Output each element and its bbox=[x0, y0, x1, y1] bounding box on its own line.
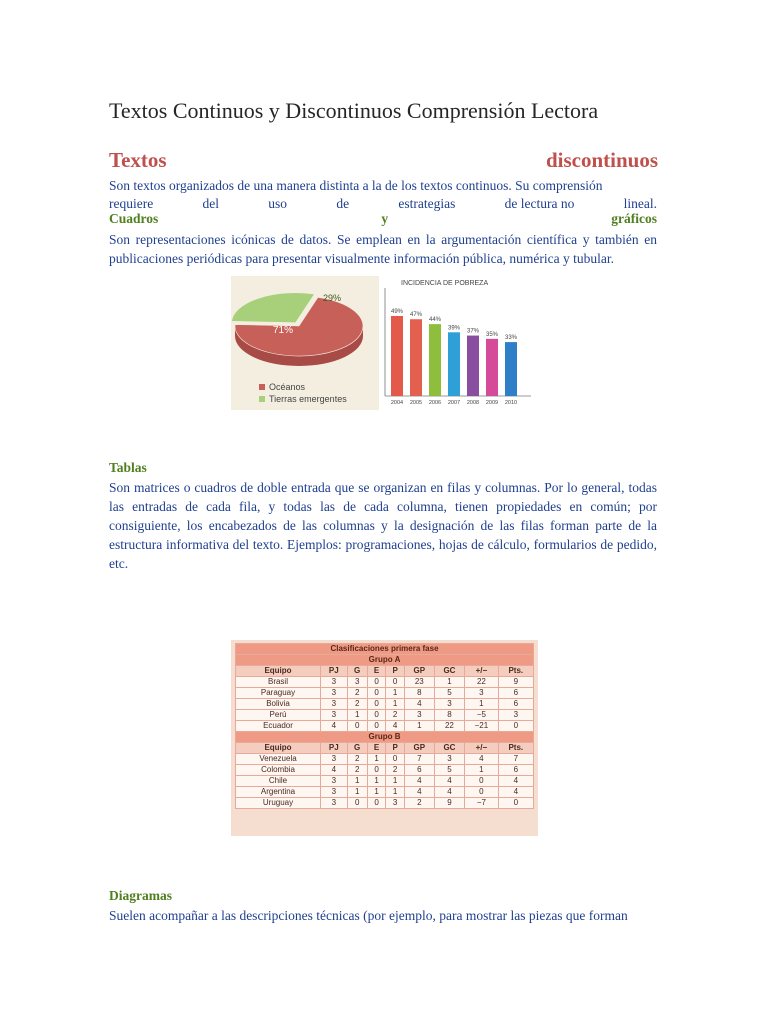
charts-figure bbox=[231, 276, 537, 410]
table-cell: 3 bbox=[321, 787, 348, 798]
table-cell: Brasil bbox=[236, 677, 321, 688]
standings-figure bbox=[231, 640, 538, 836]
table-cell: 1 bbox=[386, 787, 405, 798]
table-title-row bbox=[236, 644, 534, 655]
column-header: GP bbox=[404, 743, 434, 754]
table-cell: 4 bbox=[498, 776, 533, 787]
table-cell: 0 bbox=[386, 677, 405, 688]
column-header: P bbox=[386, 743, 405, 754]
group-name: Grupo A bbox=[236, 655, 534, 666]
intro-word: lineal. bbox=[623, 196, 657, 211]
table-cell: 2 bbox=[404, 798, 434, 809]
column-header: Equipo bbox=[236, 666, 321, 677]
table-cell: 6 bbox=[498, 699, 533, 710]
table-cell: 0 bbox=[347, 721, 367, 732]
table-cell: 3 bbox=[434, 699, 465, 710]
bar-value-label: 44% bbox=[428, 317, 442, 324]
table-cell: 22 bbox=[465, 677, 498, 688]
table-header-row bbox=[236, 743, 534, 754]
table-cell: Paraguay bbox=[236, 688, 321, 699]
table-cell: Chile bbox=[236, 776, 321, 787]
bar-value-label: 47% bbox=[409, 312, 423, 319]
column-header: P bbox=[386, 666, 405, 677]
table-cell: 7 bbox=[498, 754, 533, 765]
table-cell: 8 bbox=[404, 688, 434, 699]
table-cell: 3 bbox=[321, 710, 348, 721]
table-cell: 0 bbox=[367, 721, 386, 732]
bar-category-label: 2009 bbox=[485, 400, 499, 406]
column-header: Pts. bbox=[498, 743, 533, 754]
table-row bbox=[236, 798, 534, 809]
bar-value-label: 35% bbox=[485, 331, 499, 338]
tablas-text: Son matrices o cuadros de doble entrada que se organizan en filas y columnas. Por lo general, todas las entradas de cada fila, y todas las de cada columna, tienen propiedades en común; por consiguiente, los encabezados de las columnas y la designación de las filas forman parte de la estructura informativa del texto. Ejemplos: programaciones, hojas de cálculo, formularios de pedido, etc. bbox=[109, 480, 657, 571]
table-cell: Bolivia bbox=[236, 699, 321, 710]
table-cell: 4 bbox=[434, 776, 465, 787]
pie-legend bbox=[259, 382, 347, 404]
bar-value-label: 39% bbox=[447, 325, 461, 332]
table-cell: 3 bbox=[498, 710, 533, 721]
bar bbox=[467, 336, 479, 396]
table-cell: 1 bbox=[404, 721, 434, 732]
table-row bbox=[236, 710, 534, 721]
cuadros-heading-word: y bbox=[381, 211, 389, 226]
table-cell: 0 bbox=[367, 677, 386, 688]
document-title: Textos Continuos y Discontinuos Comprensión Lectora bbox=[109, 98, 599, 123]
pie-chart bbox=[232, 293, 363, 366]
bar-category-label: 2006 bbox=[428, 400, 442, 406]
table-row bbox=[236, 677, 534, 688]
table-cell: 5 bbox=[434, 688, 465, 699]
column-header: +/− bbox=[465, 743, 498, 754]
table-cell: 1 bbox=[367, 787, 386, 798]
table-cell: 3 bbox=[404, 710, 434, 721]
bar bbox=[505, 342, 517, 396]
diagramas-heading: Diagramas bbox=[109, 888, 172, 903]
cuadros-heading-word: Cuadros bbox=[109, 211, 159, 226]
group-name: Grupo B bbox=[236, 732, 534, 743]
table-row bbox=[236, 688, 534, 699]
column-header: E bbox=[367, 666, 386, 677]
bar-category-label: 2005 bbox=[409, 400, 423, 406]
table-cell: 4 bbox=[404, 787, 434, 798]
table-row bbox=[236, 765, 534, 776]
group-row bbox=[236, 732, 534, 743]
column-header: E bbox=[367, 743, 386, 754]
table-cell: 2 bbox=[347, 688, 367, 699]
table-cell: 0 bbox=[498, 721, 533, 732]
table-cell: 1 bbox=[347, 787, 367, 798]
table-cell: Ecuador bbox=[236, 721, 321, 732]
intro-word: uso bbox=[268, 196, 288, 211]
legend-label: Océanos bbox=[269, 382, 306, 392]
bar-chart-title: INCIDENCIA DE POBREZA bbox=[401, 280, 489, 287]
table-cell: 0 bbox=[367, 710, 386, 721]
intro-word: de lectura no bbox=[504, 196, 575, 211]
table-title: Clasificaciones primera fase bbox=[236, 644, 534, 655]
pie-slice bbox=[232, 293, 315, 323]
table-cell: 1 bbox=[347, 776, 367, 787]
table-cell: 3 bbox=[321, 798, 348, 809]
table-row bbox=[236, 776, 534, 787]
table-cell: 8 bbox=[434, 710, 465, 721]
table-cell: 6 bbox=[404, 765, 434, 776]
table-cell: 4 bbox=[321, 765, 348, 776]
table-cell: 0 bbox=[465, 787, 498, 798]
column-header: GC bbox=[434, 743, 465, 754]
table-row bbox=[236, 699, 534, 710]
table-cell: −7 bbox=[465, 798, 498, 809]
table-header-row bbox=[236, 666, 534, 677]
legend-swatch bbox=[259, 384, 265, 390]
table-cell: 1 bbox=[465, 699, 498, 710]
table-cell: 3 bbox=[465, 688, 498, 699]
bar-chart bbox=[379, 276, 537, 410]
table-cell: 0 bbox=[386, 754, 405, 765]
bar-value-label: 37% bbox=[466, 328, 480, 335]
table-cell: 3 bbox=[321, 677, 348, 688]
column-header: Pts. bbox=[498, 666, 533, 677]
cuadros-heading-word: gráficos bbox=[611, 211, 657, 226]
column-header: G bbox=[347, 666, 367, 677]
column-header: PJ bbox=[321, 666, 348, 677]
tablas-heading: Tablas bbox=[109, 460, 147, 475]
column-header: GP bbox=[404, 666, 434, 677]
table-cell: Perú bbox=[236, 710, 321, 721]
charts-svg bbox=[231, 276, 537, 410]
section-heading-right: discontinuos bbox=[545, 148, 658, 172]
table-cell: Venezuela bbox=[236, 754, 321, 765]
table-cell: −5 bbox=[465, 710, 498, 721]
diagramas-text: Suelen acompañar a las descripciones técnicas (por ejemplo, para mostrar las piezas que forman bbox=[109, 908, 628, 923]
table-cell: 4 bbox=[386, 721, 405, 732]
legend-label: Tierras emergentes bbox=[269, 394, 347, 404]
bar-category-label: 2004 bbox=[390, 400, 404, 406]
bar bbox=[486, 339, 498, 396]
table-cell: 3 bbox=[321, 776, 348, 787]
table-cell: 1 bbox=[386, 699, 405, 710]
bar-value-label: 33% bbox=[504, 335, 518, 342]
table-cell: 22 bbox=[434, 721, 465, 732]
table-cell: 1 bbox=[367, 776, 386, 787]
table-cell: 1 bbox=[386, 688, 405, 699]
table-cell: 0 bbox=[498, 798, 533, 809]
table-cell: −21 bbox=[465, 721, 498, 732]
section-heading-left: Textos bbox=[109, 148, 167, 172]
intro-word: del bbox=[202, 196, 219, 211]
table-cell: 4 bbox=[321, 721, 348, 732]
table-cell: 0 bbox=[347, 798, 367, 809]
legend-swatch bbox=[259, 396, 265, 402]
table-cell: 9 bbox=[498, 677, 533, 688]
table-cell: Uruguay bbox=[236, 798, 321, 809]
group-row bbox=[236, 655, 534, 666]
table-cell: 1 bbox=[347, 710, 367, 721]
table-cell: 1 bbox=[367, 754, 386, 765]
table-cell: 6 bbox=[498, 765, 533, 776]
column-header: GC bbox=[434, 666, 465, 677]
table-cell: 0 bbox=[367, 699, 386, 710]
table-cell: 3 bbox=[434, 754, 465, 765]
column-header: +/− bbox=[465, 666, 498, 677]
table-cell: 3 bbox=[321, 688, 348, 699]
column-header: PJ bbox=[321, 743, 348, 754]
table-cell: 1 bbox=[434, 677, 465, 688]
table-cell: 2 bbox=[386, 710, 405, 721]
intro-word: requiere bbox=[109, 196, 154, 211]
column-header: Equipo bbox=[236, 743, 321, 754]
table-cell: 3 bbox=[347, 677, 367, 688]
table-cell: 0 bbox=[465, 776, 498, 787]
table-cell: 0 bbox=[367, 765, 386, 776]
table-cell: 2 bbox=[347, 754, 367, 765]
table-cell: 4 bbox=[465, 754, 498, 765]
pie-slice-label: 29% bbox=[323, 293, 342, 303]
table-cell: 3 bbox=[321, 754, 348, 765]
bar bbox=[410, 319, 422, 396]
table-cell: 2 bbox=[347, 699, 367, 710]
table-cell: 4 bbox=[434, 787, 465, 798]
standings-table bbox=[235, 643, 534, 809]
bar bbox=[429, 324, 441, 396]
table-cell: 9 bbox=[434, 798, 465, 809]
bar-value-label: 49% bbox=[390, 308, 404, 315]
pie-slice-label: 71% bbox=[273, 325, 294, 336]
table-cell: 1 bbox=[386, 776, 405, 787]
table-cell: 23 bbox=[404, 677, 434, 688]
table-cell: 1 bbox=[465, 765, 498, 776]
bar-category-label: 2008 bbox=[466, 400, 480, 406]
intro-line-1: Son textos organizados de una manera distinta a la de los textos continuos. Su comprensión bbox=[109, 178, 603, 193]
cuadros-heading bbox=[109, 211, 657, 227]
intro-word: de bbox=[336, 196, 350, 211]
table-cell: 0 bbox=[367, 688, 386, 699]
table-cell: Argentina bbox=[236, 787, 321, 798]
table-row bbox=[236, 754, 534, 765]
table-row bbox=[236, 721, 534, 732]
table-cell: 4 bbox=[404, 776, 434, 787]
table-cell: 3 bbox=[386, 798, 405, 809]
table-cell: 2 bbox=[386, 765, 405, 776]
table-cell: 5 bbox=[434, 765, 465, 776]
intro-word: estrategias bbox=[398, 196, 456, 211]
bar-category-label: 2007 bbox=[447, 400, 461, 406]
bar bbox=[448, 332, 460, 396]
table-cell: 0 bbox=[367, 798, 386, 809]
table-cell: 4 bbox=[498, 787, 533, 798]
table-cell: 6 bbox=[498, 688, 533, 699]
bar-category-label: 2010 bbox=[504, 400, 518, 406]
table-cell: 4 bbox=[404, 699, 434, 710]
table-row bbox=[236, 787, 534, 798]
table-cell: 2 bbox=[347, 765, 367, 776]
bar bbox=[391, 316, 403, 396]
table-cell: 3 bbox=[321, 699, 348, 710]
table-cell: Colombia bbox=[236, 765, 321, 776]
table-cell: 7 bbox=[404, 754, 434, 765]
cuadros-text: Son representaciones icónicas de datos. Se emplean en la argumentación científica y también en publicaciones periódicas para presentar visualmente información pública, numérica y tubular. bbox=[109, 232, 657, 266]
column-header: G bbox=[347, 743, 367, 754]
